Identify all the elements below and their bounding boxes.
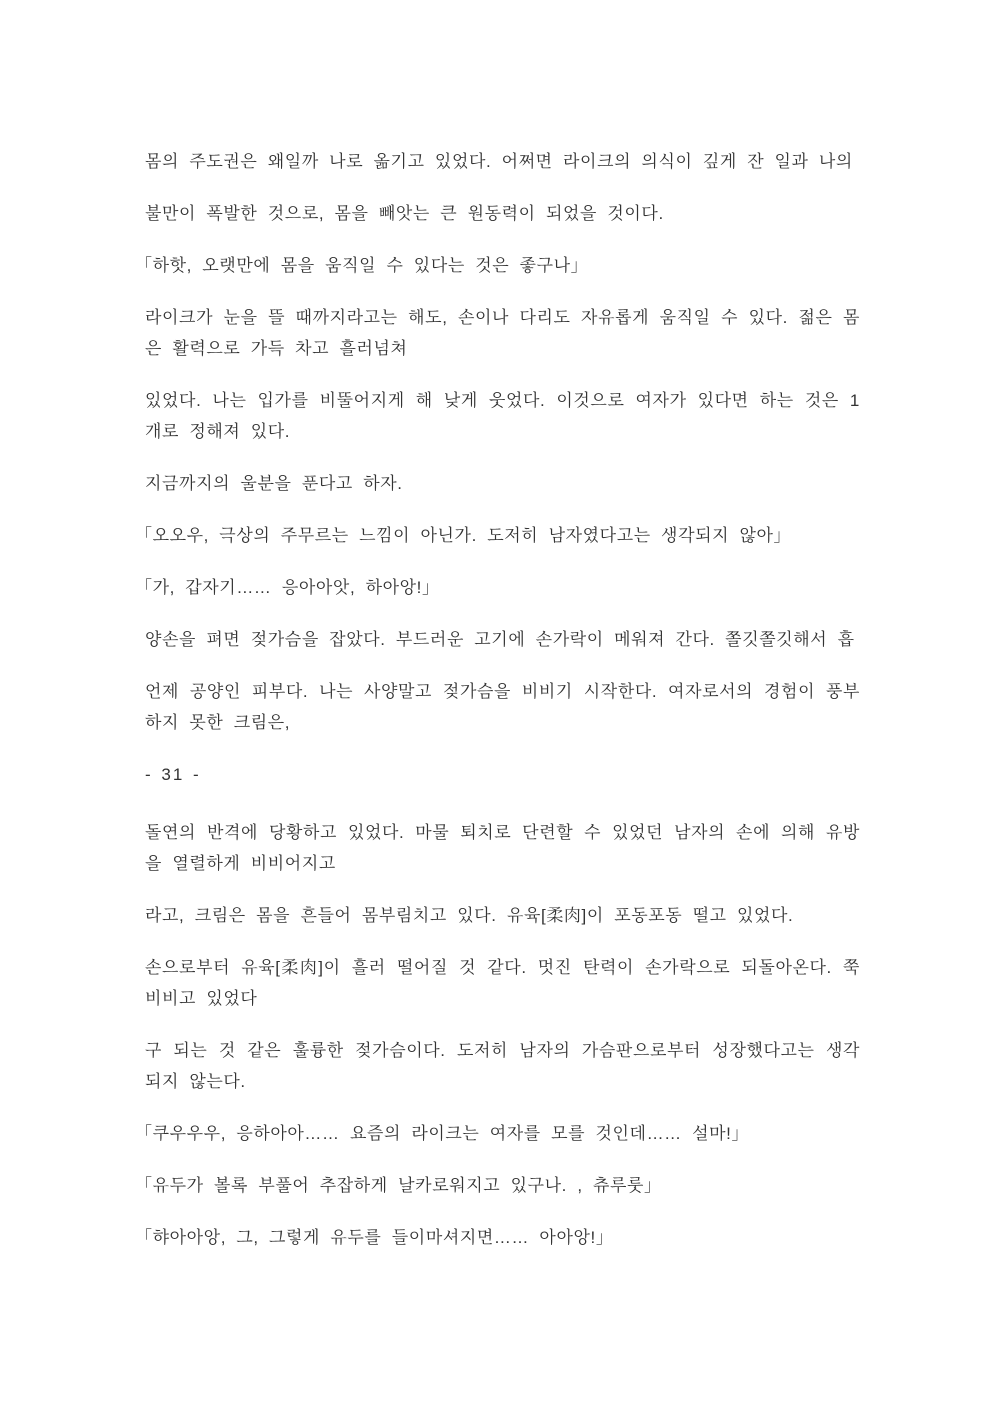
dialogue-line: 「쿠우우우, 응하아아…… 요즘의 라이크는 여자를 모를 것인데…… 설마!」	[135, 1124, 750, 1143]
paragraph: 언제 공양인 피부다. 나는 사양말고 젖가슴을 비비기 시작한다. 여자로서의 경험이 풍부하지 못한 크림은,	[145, 682, 860, 732]
paragraph: 지금까지의 울분을 푼다고 하자.	[145, 474, 403, 493]
dialogue-line: 「하핫, 오랫만에 몸을 움직일 수 있다는 것은 좋구나」	[135, 256, 589, 275]
paragraph: 양손을 펴면 젖가슴을 잡았다. 부드러운 고기에 손가락이 메워져 간다. 쫄깃쫄깃해서 흡	[145, 630, 855, 649]
dialogue-line: 「오오우, 극상의 주무르는 느낌이 아닌가. 도저히 남자였다고는 생각되지 않아」	[135, 526, 792, 545]
dialogue-line: 「햐아아앙, 그, 그렇게 유두를 들이마셔지면…… 아아앙!」	[135, 1228, 614, 1247]
paragraph: 라고, 크림은 몸을 흔들어 몸부림치고 있다. 유육[柔肉]이 포동포동 떨고 있었다.	[145, 906, 794, 925]
paragraph: 불만이 폭발한 것으로, 몸을 빼앗는 큰 원동력이 되었을 것이다.	[145, 204, 664, 223]
paragraph: 라이크가 눈을 뜰 때까지라고는 해도, 손이나 다리도 자유롭게 움직일 수 있다. 젊은 몸은 활력으로 가득 차고 흘러넘쳐	[145, 308, 860, 358]
dialogue-line: 「유두가 볼록 부풀어 추잡하게 날카로워지고 있구나. , 츄루룻」	[135, 1176, 662, 1195]
paragraph: 돌연의 반격에 당황하고 있었다. 마물 퇴치로 단련할 수 있었던 남자의 손에 의해 유방을 열렬하게 비비어지고	[145, 823, 860, 873]
paragraph: 있었다. 나는 입가를 비뚤어지게 해 낮게 웃었다. 이것으로 여자가 있다면 하는 것은 1개로 정해져 있다.	[145, 391, 860, 441]
paragraph: 몸의 주도권은 왜일까 나로 옮기고 있었다. 어쩌면 라이크의 의식이 깊게 잔 일과 나의	[145, 152, 853, 171]
page-number: - 31 -	[145, 765, 201, 784]
paragraph: 손으로부터 유육[柔肉]이 흘러 떨어질 것 같다. 멋진 탄력이 손가락으로 되돌아온다. 쭉 비비고 있었다	[145, 958, 860, 1008]
dialogue-line: 「가, 갑자기…… 응아아앗, 하아앙!」	[135, 578, 440, 597]
paragraph: 구 되는 것 같은 훌륭한 젖가슴이다. 도저히 남자의 가슴판으로부터 성장했다고는 생각되지 않는다.	[145, 1041, 860, 1091]
